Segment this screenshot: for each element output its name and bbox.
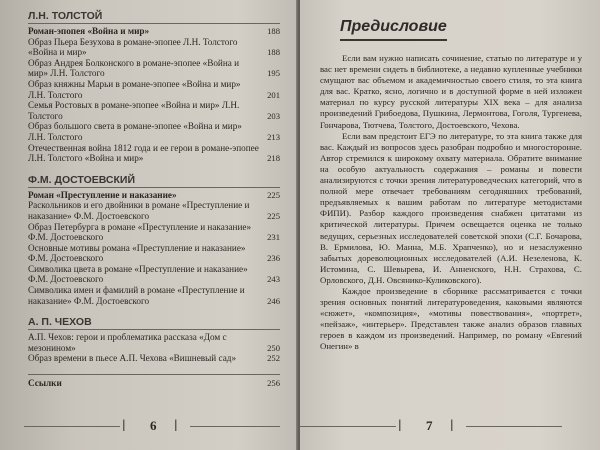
ornament-icon: ꟾ (398, 420, 402, 434)
right-page-number: 7 (426, 418, 433, 433)
toc-entry-title: Семья Ростовых в романе-эпопее «Война и мир» Л.Н. Толстого (28, 100, 240, 121)
toc-entry-title: Образ Пьера Безухова в романе-эпопее Л.Н. Толстого «Война и мир» (28, 36, 238, 58)
toc-entry-page: 195 (267, 68, 280, 79)
toc-divider (28, 374, 280, 375)
footer-rule-left (24, 426, 120, 427)
left-page-footer (0, 418, 298, 440)
ornament-icon: ꟾ (122, 420, 126, 434)
toc-entry (28, 143, 280, 164)
toc-entry-title: Образ Петербурга в романе «Преступление и наказание» Ф.М. Достоевского (28, 221, 252, 243)
toc-entry-page: 246 (267, 295, 280, 306)
footer-rule-right (190, 426, 280, 427)
toc-entry (28, 264, 280, 285)
toc-entry (28, 353, 280, 364)
toc-section (28, 10, 280, 164)
toc-entry (28, 100, 280, 121)
toc-section (28, 374, 280, 389)
toc-entry-title: Образ княжны Марьи в романе-эпопее «Война и мир» Л.Н. Толстого (28, 78, 241, 100)
toc-entry-page: 225 (267, 210, 280, 221)
toc-entry-page: 201 (267, 89, 280, 100)
footer-rule-right (466, 426, 562, 427)
preface-paragraph: Если вам предстоит ЕГЭ по литературе, то эта книга также для вас. Каждый из вопросов здесь разобран подробно и многосторонне. Автор стремился к широкому охвату материала. Обратите внимание на особую актуальность содержания – романы и повести анализируются с точки зрения литературоведческих категорий, что в полной мере отвечает требованиям сегодняшних требований, предъявляемых к вашим работам по литературе методистами ФИПИ). Разбор каждого произведения снабжен цитатами из критической литературы. Причем освещается оценка не только ведущих, серьезных исследователей советской эпохи (С.Г. Бочарова, В. Ермилова, Ю. Манна, М.Б. Храпченко), но и незаслуженно забытых дореволюционных исследователей (А.И. Незеленова, К. Истомина, С. Шевырева, И. Анненского, Н.Н. Страхова, С. Орловского, Д.Н. Овсянико-Куликовского). (320, 130, 582, 285)
toc-entry-page: 203 (267, 110, 280, 121)
toc-entry-page: 213 (267, 131, 280, 142)
toc-section (28, 316, 280, 364)
preface-paragraph: Каждое произведение в сборнике рассматривается с точки зрения основных понятий литературоведения, каковыми являются «сюжет», «композиция», «мотивы повествования», «портрет», «пейзаж», «интерьер». Представлен также анализ образов главных героев в каждом из произведений. Например, по роману «Евгений Онегин» в (320, 285, 582, 352)
right-page-footer (300, 418, 600, 440)
left-page (0, 0, 298, 450)
toc-author-heading: А. П. ЧЕХОВ (28, 316, 280, 330)
toc-entry (28, 58, 280, 79)
toc-entry-title: Ссылки (28, 378, 62, 389)
toc-entry-title: Образ времени в пьесе А.П. Чехова «Вишневый сад» (28, 353, 237, 364)
toc-entry-page: 256 (267, 378, 280, 389)
toc-entry-title: А.П. Чехов: герои и проблематика рассказа «Дом с мезонином» (28, 332, 227, 353)
toc-author-heading: Л.Н. ТОЛСТОЙ (28, 10, 280, 24)
toc-entry-page: 225 (267, 189, 280, 200)
toc-entry-page: 231 (267, 232, 280, 243)
toc-entry (28, 37, 280, 58)
toc-entry-page: 188 (267, 47, 280, 58)
toc-entry-title: Символика имен и фамилий в романе «Преступление и наказание» Ф.М. Достоевского (28, 285, 245, 306)
right-page (300, 0, 600, 450)
toc-entry (28, 222, 280, 243)
toc-entry (28, 26, 280, 37)
toc-entry-title: Образ большого света в романе-эпопее «Война и мир» Л.Н. Толстого (28, 121, 242, 142)
preface-paragraph: Если вам нужно написать сочинение, статью по литературе и у вас нет времени сидеть в библиотеке, а недавно купленные учебники смущают вас объемом и академичностью своего стиля, то эта книга для вас. Кратко, ясно, логично и в доступной форме в ней изложен материал по курсу русской литературы XIX века – для анализа произведений Грибоедова, Пушкина, Лермонтова, Гоголя, Тургенева, Гончарова, Тютчева, Толстого, Достоевского, Чехова. (320, 53, 582, 130)
footer-rule-left (300, 426, 396, 427)
toc-entry (28, 332, 280, 353)
toc-entry (28, 200, 280, 221)
toc-entry-page: 188 (267, 26, 280, 36)
toc-entry-title: Раскольников и его двойники в романе «Преступление и наказание» Ф.М. Достоевского (28, 200, 250, 221)
toc-entry (28, 79, 280, 100)
toc-entry-page: 243 (267, 274, 280, 285)
preface-text (320, 53, 582, 353)
toc-entry-title: Символика цвета в романе «Преступление и наказание» Ф.М. Достоевского (28, 263, 248, 285)
toc-entry-page: 252 (267, 353, 280, 364)
toc-entry-page: 250 (267, 342, 280, 353)
toc-entry-page: 218 (267, 153, 280, 164)
toc-entry (28, 121, 280, 142)
toc-entry (28, 285, 280, 306)
left-page-number: 6 (150, 418, 157, 433)
ornament-icon: ꟾ (174, 420, 178, 434)
ornament-icon: ꟾ (450, 420, 454, 434)
toc-entry (28, 378, 280, 389)
toc-entry-title: Роман-эпопея «Война и мир» (28, 26, 150, 36)
toc-entry-title: Основные мотивы романа «Преступление и наказание» Ф.М. Достоевского (28, 242, 246, 264)
toc-entry-title: Отечественная война 1812 года и ее герои в романе-эпопее Л.Н. Толстого «Война и мир» (28, 142, 259, 164)
toc-section (28, 174, 280, 307)
preface-title: Предисловие (340, 18, 447, 41)
toc-entry-title: Роман «Преступление и наказание» (28, 189, 177, 200)
toc-entry (28, 243, 280, 264)
toc-author-heading: Ф.М. ДОСТОЕВСКИЙ (28, 174, 280, 188)
toc-entry-page: 236 (267, 253, 280, 264)
toc-entry-title: Образ Андрея Болконского в романе-эпопее «Война и мир» Л.Н. Толстого (28, 57, 240, 79)
toc-entry (28, 190, 280, 201)
